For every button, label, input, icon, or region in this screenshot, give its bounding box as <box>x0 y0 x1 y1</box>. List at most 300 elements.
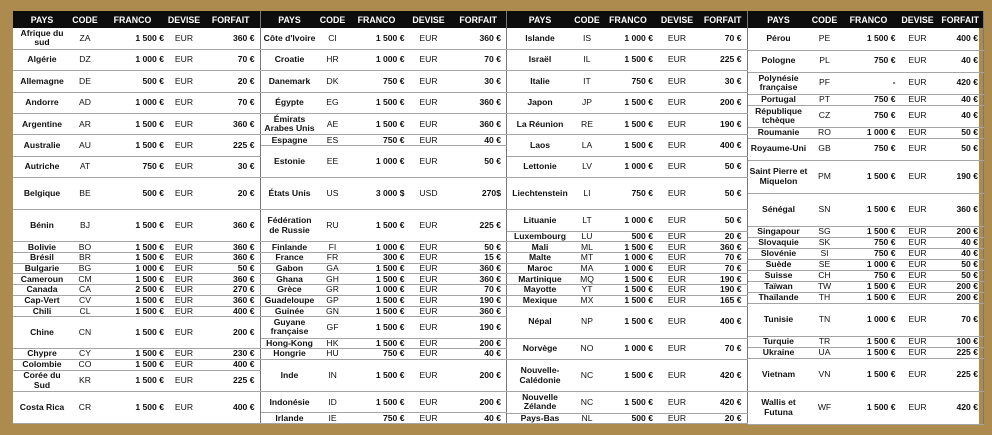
cell-franco: 1 500 € <box>347 295 407 306</box>
cell-devise: EUR <box>166 92 202 113</box>
cell-franco: 1 500 € <box>347 317 407 338</box>
table-row <box>748 127 984 138</box>
table-row <box>261 413 507 424</box>
table-row <box>507 360 747 392</box>
cell-pays: Chine <box>13 317 71 349</box>
header-forfait: FORFAIT <box>938 11 984 28</box>
cell-devise: EUR <box>407 317 451 338</box>
cell-code: CO <box>71 360 99 371</box>
table-row <box>507 156 747 177</box>
cell-devise: EUR <box>407 413 451 424</box>
cell-code: CA <box>71 285 99 296</box>
cell-pays: Népal <box>507 306 573 338</box>
cell-code: BR <box>71 253 99 264</box>
cell-forfait: 190 € <box>699 274 747 285</box>
table-row <box>748 358 984 391</box>
cell-franco: 1 000 € <box>347 146 407 178</box>
table-row <box>507 178 747 210</box>
cell-devise: EUR <box>407 253 451 264</box>
cell-franco: 1 500 € <box>347 306 407 317</box>
cell-pays: Cap-Vert <box>13 295 71 306</box>
cell-devise: EUR <box>166 370 202 391</box>
cell-code: CR <box>71 392 99 424</box>
header-pays: PAYS <box>13 11 71 28</box>
cell-code: WF <box>810 391 840 424</box>
cell-forfait: 360 € <box>202 210 260 242</box>
cell-devise: EUR <box>898 270 938 281</box>
cell-forfait: 70 € <box>699 338 747 359</box>
cell-devise: EUR <box>166 285 202 296</box>
cell-forfait: 30 € <box>451 71 507 92</box>
cell-code: MX <box>573 295 601 306</box>
cell-code: BO <box>71 242 99 253</box>
cell-devise: EUR <box>166 210 202 242</box>
cell-forfait: 200 € <box>938 292 984 303</box>
cell-devise: EUR <box>898 336 938 347</box>
cell-code: SK <box>810 237 840 248</box>
table-row <box>261 28 507 49</box>
header-pays: PAYS <box>261 11 319 28</box>
cell-forfait: 270 € <box>202 285 260 296</box>
cell-code: IL <box>573 49 601 70</box>
cell-pays: Islande <box>507 28 573 49</box>
cell-forfait: 360 € <box>451 92 507 113</box>
cell-franco: 1 500 € <box>840 336 898 347</box>
cell-franco: 500 € <box>601 231 655 242</box>
cell-code: EG <box>319 92 347 113</box>
cell-code: RU <box>319 210 347 242</box>
table-row <box>748 94 984 105</box>
table-row <box>748 28 984 50</box>
cell-franco: 1 500 € <box>99 392 166 424</box>
cell-pays: Danemark <box>261 71 319 92</box>
cell-pays: Brésil <box>13 253 71 264</box>
cell-code: GB <box>810 138 840 160</box>
cell-pays: Bulgarie <box>13 263 71 274</box>
cell-franco: 1 500 € <box>347 92 407 113</box>
cell-devise: EUR <box>407 242 451 253</box>
cell-pays: Irlande <box>261 413 319 424</box>
cell-forfait: 360 € <box>451 28 507 49</box>
header-forfait: FORFAIT <box>202 11 260 28</box>
cell-franco: 1 500 € <box>601 49 655 70</box>
cell-code: CM <box>71 274 99 285</box>
table-row <box>13 370 260 391</box>
cell-franco: 1 500 € <box>99 360 166 371</box>
cell-code: AE <box>319 114 347 135</box>
cell-forfait: 40 € <box>938 94 984 105</box>
cell-devise: EUR <box>898 281 938 292</box>
table-row <box>748 226 984 237</box>
header-pays: PAYS <box>748 11 810 28</box>
cell-code: AR <box>71 114 99 135</box>
cell-forfait: 200 € <box>938 281 984 292</box>
cell-pays: République tchèque <box>748 105 810 127</box>
cell-pays: Égypte <box>261 92 319 113</box>
cell-code: GN <box>319 306 347 317</box>
cell-devise: EUR <box>166 49 202 70</box>
cell-forfait: 360 € <box>451 263 507 274</box>
cell-pays: Lettonie <box>507 156 573 177</box>
cell-code: ID <box>319 392 347 413</box>
cell-franco: 1 000 € <box>347 49 407 70</box>
table-row <box>13 49 260 70</box>
table-row <box>261 253 507 264</box>
cell-code: TR <box>810 336 840 347</box>
cell-franco: 750 € <box>601 71 655 92</box>
cell-pays: Autriche <box>13 156 71 177</box>
cell-forfait: 50 € <box>699 178 747 210</box>
cell-forfait: 190 € <box>699 114 747 135</box>
cell-devise: EUR <box>166 242 202 253</box>
cell-devise: EUR <box>166 317 202 349</box>
cell-devise: EUR <box>407 28 451 49</box>
cell-franco: 300 € <box>347 253 407 264</box>
cell-devise: EUR <box>407 274 451 285</box>
table-row <box>13 210 260 242</box>
cell-devise: EUR <box>898 50 938 72</box>
cell-forfait: 40 € <box>938 237 984 248</box>
header-franco: FRANCO <box>601 11 655 28</box>
cell-forfait: 50 € <box>451 242 507 253</box>
cell-franco: 750 € <box>840 50 898 72</box>
cell-franco: 1 500 € <box>99 242 166 253</box>
cell-forfait: 100 € <box>938 336 984 347</box>
cell-pays: Nouvelle-Calédonie <box>507 360 573 392</box>
cell-forfait: 40 € <box>938 50 984 72</box>
cell-forfait: 225 € <box>451 210 507 242</box>
table-row <box>748 336 984 347</box>
cell-devise: EUR <box>407 114 451 135</box>
cell-devise: EUR <box>166 135 202 156</box>
table-row <box>261 146 507 178</box>
table-row <box>261 360 507 392</box>
cell-pays: Liechtenstein <box>507 178 573 210</box>
cell-forfait: 400 € <box>202 306 260 317</box>
cell-code: BJ <box>71 210 99 242</box>
cell-forfait: 30 € <box>202 156 260 177</box>
cell-forfait: 225 € <box>699 49 747 70</box>
cell-forfait: 20 € <box>202 71 260 92</box>
cell-pays: Nouvelle Zélande <box>507 392 573 413</box>
cell-franco: 1 000 € <box>99 263 166 274</box>
cell-code: GR <box>319 285 347 296</box>
cell-code: SG <box>810 226 840 237</box>
cell-franco: 1 500 € <box>347 360 407 392</box>
cell-devise: EUR <box>407 210 451 242</box>
cell-pays: Pays-Bas <box>507 413 573 424</box>
cell-pays: Algérie <box>13 49 71 70</box>
table-row <box>507 92 747 113</box>
cell-franco: 1 500 € <box>601 135 655 156</box>
cell-devise: EUR <box>898 237 938 248</box>
cell-devise: EUR <box>166 156 202 177</box>
cell-code: RO <box>810 127 840 138</box>
cell-franco: 750 € <box>347 349 407 360</box>
cell-franco: 1 500 € <box>99 210 166 242</box>
cell-franco: 3 000 $ <box>347 178 407 210</box>
cell-devise: EUR <box>166 253 202 264</box>
cell-code: MA <box>573 263 601 274</box>
table-row <box>507 231 747 242</box>
table-row <box>13 71 260 92</box>
cell-pays: Polynésie française <box>748 72 810 94</box>
cell-devise: EUR <box>407 263 451 274</box>
table-row <box>13 92 260 113</box>
cell-pays: Roumanie <box>748 127 810 138</box>
cell-forfait: 420 € <box>938 72 984 94</box>
cell-forfait: 50 € <box>938 259 984 270</box>
table-row <box>748 281 984 292</box>
table-row <box>507 274 747 285</box>
cell-forfait: 40 € <box>938 105 984 127</box>
cell-forfait: 40 € <box>451 349 507 360</box>
cell-forfait: 400 € <box>699 306 747 338</box>
cell-pays: Slovénie <box>748 248 810 259</box>
cell-forfait: 165 € <box>699 295 747 306</box>
cell-pays: Tunisie <box>748 303 810 336</box>
table-row <box>261 349 507 360</box>
cell-franco: 1 500 € <box>99 295 166 306</box>
cell-pays: Espagne <box>261 135 319 146</box>
cell-franco: 1 000 € <box>601 28 655 49</box>
rates-block <box>507 11 748 424</box>
cell-forfait: 20 € <box>699 413 747 424</box>
table-row <box>261 392 507 413</box>
cell-pays: Mayotte <box>507 285 573 296</box>
table-row <box>13 274 260 285</box>
table-row <box>507 285 747 296</box>
cell-franco: 1 000 € <box>99 49 166 70</box>
cell-forfait: 225 € <box>202 370 260 391</box>
table-row <box>748 50 984 72</box>
table-row <box>261 317 507 338</box>
table-row <box>507 114 747 135</box>
cell-franco: 1 500 € <box>99 349 166 360</box>
cell-forfait: 30 € <box>699 71 747 92</box>
cell-forfait: 400 € <box>202 392 260 424</box>
cell-devise: EUR <box>166 28 202 49</box>
cell-code: LT <box>573 210 601 231</box>
cell-franco: 1 500 € <box>347 28 407 49</box>
cell-franco: 1 500 € <box>99 253 166 264</box>
cell-franco: 500 € <box>99 71 166 92</box>
cell-pays: Wallis et Futuna <box>748 391 810 424</box>
cell-franco: 1 500 € <box>601 285 655 296</box>
cell-franco: 1 000 € <box>601 338 655 359</box>
table-row <box>261 306 507 317</box>
cell-franco: 1 000 € <box>601 253 655 264</box>
table-row <box>748 105 984 127</box>
cell-franco: 1 500 € <box>840 193 898 226</box>
cell-pays: Norvège <box>507 338 573 359</box>
header-franco: FRANCO <box>347 11 407 28</box>
cell-pays: Guinée <box>261 306 319 317</box>
cell-devise: EUR <box>898 138 938 160</box>
cell-code: EE <box>319 146 347 178</box>
cell-forfait: 360 € <box>202 242 260 253</box>
cell-devise: EUR <box>655 274 699 285</box>
cell-devise: EUR <box>655 392 699 413</box>
cell-pays: Guyane française <box>261 317 319 338</box>
cell-code: AD <box>71 92 99 113</box>
cell-code: NC <box>573 360 601 392</box>
cell-devise: EUR <box>655 231 699 242</box>
table-row <box>261 178 507 210</box>
cell-code: YT <box>573 285 601 296</box>
table-row <box>748 347 984 358</box>
rates-block <box>13 11 261 424</box>
cell-pays: Saint Pierre et Miquelon <box>748 160 810 193</box>
cell-forfait: 50 € <box>699 210 747 231</box>
cell-devise: EUR <box>898 391 938 424</box>
table-row <box>261 210 507 242</box>
cell-forfait: 190 € <box>699 285 747 296</box>
table-row <box>507 263 747 274</box>
cell-pays: Cameroun <box>13 274 71 285</box>
cell-pays: États Unis <box>261 178 319 210</box>
cell-code: CH <box>810 270 840 281</box>
cell-devise: EUR <box>898 259 938 270</box>
cell-devise: EUR <box>898 226 938 237</box>
cell-devise: EUR <box>655 28 699 49</box>
cell-pays: Laos <box>507 135 573 156</box>
table-row <box>13 263 260 274</box>
cell-devise: EUR <box>166 295 202 306</box>
cell-franco: 1 500 € <box>840 391 898 424</box>
cell-forfait: 360 € <box>451 274 507 285</box>
cell-devise: EUR <box>898 193 938 226</box>
cell-code: FI <box>319 242 347 253</box>
table-row <box>261 49 507 70</box>
cell-pays: Corée du Sud <box>13 370 71 391</box>
cell-forfait: 70 € <box>202 92 260 113</box>
cell-forfait: 225 € <box>938 358 984 391</box>
cell-devise: EUR <box>898 303 938 336</box>
cell-franco: 1 500 € <box>840 347 898 358</box>
cell-forfait: 70 € <box>451 49 507 70</box>
cell-devise: EUR <box>898 358 938 391</box>
cell-code: GH <box>319 274 347 285</box>
cell-pays: Ghana <box>261 274 319 285</box>
cell-code: MT <box>573 253 601 264</box>
cell-pays: Hong-Kong <box>261 338 319 349</box>
cell-devise: USD <box>407 178 451 210</box>
cell-franco: 1 500 € <box>601 92 655 113</box>
cell-pays: Martinique <box>507 274 573 285</box>
cell-franco: 1 500 € <box>347 263 407 274</box>
cell-forfait: 270$ <box>451 178 507 210</box>
cell-forfait: 40 € <box>451 135 507 146</box>
cell-code: SN <box>810 193 840 226</box>
cell-code: ML <box>573 242 601 253</box>
cell-pays: Mali <box>507 242 573 253</box>
cell-franco: 750 € <box>347 413 407 424</box>
cell-devise: EUR <box>407 349 451 360</box>
cell-devise: EUR <box>655 360 699 392</box>
cell-devise: EUR <box>166 71 202 92</box>
cell-franco: 750 € <box>601 178 655 210</box>
rates-block <box>261 11 508 424</box>
cell-pays: Croatie <box>261 49 319 70</box>
cell-pays: Vietnam <box>748 358 810 391</box>
cell-pays: Royaume-Uni <box>748 138 810 160</box>
cell-franco: 1 000 € <box>347 285 407 296</box>
cell-franco: 1 000 € <box>99 92 166 113</box>
table-row <box>13 28 260 49</box>
cell-code: GF <box>319 317 347 338</box>
cell-franco: 500 € <box>99 178 166 210</box>
cell-devise: EUR <box>166 392 202 424</box>
table-row <box>507 413 747 424</box>
cell-forfait: 50 € <box>451 146 507 178</box>
cell-franco: 750 € <box>840 105 898 127</box>
cell-code: DK <box>319 71 347 92</box>
table-row <box>261 338 507 349</box>
cell-pays: Bénin <box>13 210 71 242</box>
cell-forfait: 70 € <box>202 49 260 70</box>
table-row <box>13 295 260 306</box>
cell-franco: 1 500 € <box>347 114 407 135</box>
cell-pays: Argentine <box>13 114 71 135</box>
table-row <box>13 178 260 210</box>
cell-franco: 750 € <box>99 156 166 177</box>
cell-code: AU <box>71 135 99 156</box>
cell-pays: La Réunion <box>507 114 573 135</box>
cell-forfait: 40 € <box>938 248 984 259</box>
table-row <box>748 248 984 259</box>
cell-devise: EUR <box>407 392 451 413</box>
header-devise: DEVISE <box>898 11 938 28</box>
table-row <box>13 349 260 360</box>
cell-code: GA <box>319 263 347 274</box>
cell-code: SI <box>810 248 840 259</box>
table-row <box>13 360 260 371</box>
cell-pays: Côte d'Ivoire <box>261 28 319 49</box>
cell-forfait: 360 € <box>202 114 260 135</box>
cell-pays: Inde <box>261 360 319 392</box>
header-franco: FRANCO <box>99 11 166 28</box>
cell-code: TH <box>810 292 840 303</box>
cell-forfait: 360 € <box>451 114 507 135</box>
table-row <box>748 160 984 193</box>
cell-franco: 1 500 € <box>99 28 166 49</box>
cell-devise: EUR <box>166 360 202 371</box>
cell-franco: 1 000 € <box>840 259 898 270</box>
cell-pays: Belgique <box>13 178 71 210</box>
cell-code: IE <box>319 413 347 424</box>
cell-code: LU <box>573 231 601 242</box>
cell-devise: EUR <box>166 263 202 274</box>
cell-franco: 1 000 € <box>840 127 898 138</box>
cell-code: PT <box>810 94 840 105</box>
cell-code: PL <box>810 50 840 72</box>
cell-forfait: 230 € <box>202 349 260 360</box>
cell-pays: Andorre <box>13 92 71 113</box>
header-devise: DEVISE <box>655 11 699 28</box>
table-row <box>13 114 260 135</box>
cell-code: JP <box>573 92 601 113</box>
cell-forfait: 50 € <box>202 263 260 274</box>
table-row <box>261 274 507 285</box>
cell-franco: 1 500 € <box>840 292 898 303</box>
header-code: CODE <box>573 11 601 28</box>
cell-devise: EUR <box>655 306 699 338</box>
cell-devise: EUR <box>898 105 938 127</box>
table-row <box>261 135 507 146</box>
table-row <box>13 285 260 296</box>
cell-forfait: 400 € <box>699 135 747 156</box>
